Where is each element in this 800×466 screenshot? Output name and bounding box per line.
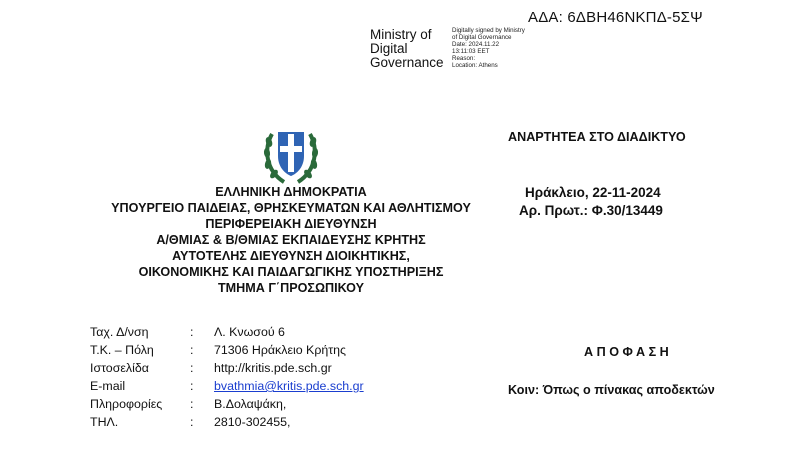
signature-line: of Digital Governance: [452, 34, 512, 42]
contact-label: ΤΗΛ.: [90, 415, 119, 429]
contact-colon: :: [190, 361, 194, 375]
contact-colon: :: [190, 415, 194, 429]
decision-title: ΑΠΟΦΑΣΗ: [584, 345, 673, 359]
contact-label: E-mail: [90, 379, 126, 393]
signature-line: Date: 2024.11.22: [452, 41, 500, 49]
publish-notice: ΑΝΑΡΤΗΤΕΑ ΣΤΟ ΔΙΑΔΙΚΤΥΟ: [508, 130, 686, 144]
header-line: ΤΜΗΜΑ Γ΄ΠΡΟΣΩΠΙΚΟΥ: [217, 281, 365, 295]
contact-colon: :: [190, 397, 194, 411]
header-line: ΥΠΟΥΡΓΕΙΟ ΠΑΙΔΕΙΑΣ, ΘΡΗΣΚΕΥΜΑΤΩΝ ΚΑΙ ΑΘΛΗΤΙΣΜΟΥ: [111, 201, 471, 215]
contact-label: Ιστοσελίδα: [90, 361, 149, 375]
email-link[interactable]: bvathmia@kritis.pde.sch.gr: [214, 379, 364, 393]
greek-coat-of-arms-icon: [262, 126, 320, 186]
signer-line: Digital: [370, 41, 408, 56]
header-line: ΟΙΚΟΝΟΜΙΚΗΣ ΚΑΙ ΠΑΙΔΑΓΩΓΙΚΗΣ ΥΠΟΣΤΗΡΙΞΗΣ: [138, 265, 444, 279]
contact-label: Πληροφορίες: [90, 397, 163, 411]
signature-line: Digitally signed by Ministry: [452, 27, 525, 34]
issuer-header: [90, 184, 492, 296]
contact-colon: :: [190, 379, 194, 393]
contact-label: Ταχ. Δ/νση: [90, 325, 149, 339]
signature-line: 13:11:03 EET: [452, 48, 490, 56]
protocol-number: Αρ. Πρωτ.: Φ.30/13449: [519, 203, 663, 218]
contact-label: Τ.Κ. – Πόλη: [90, 343, 154, 357]
signature-line: Location: Athens: [452, 62, 498, 70]
signer-line: Governance: [370, 55, 444, 70]
contact-value: Λ. Κνωσού 6: [214, 325, 285, 339]
contact-colon: :: [190, 343, 194, 357]
signer-name: [370, 28, 444, 70]
header-line: Α/ΘΜΙΑΣ & Β/ΘΜΙΑΣ ΕΚΠΑΙΔΕΥΣΗΣ ΚΡΗΤΗΣ: [156, 233, 426, 247]
recipients-note: Κοιν: Όπως ο πίνακας αποδεκτών: [508, 383, 715, 397]
header-line: ΑΥΤΟΤΕΛΗΣ ΔΙΕΥΘΥΝΣΗ ΔΙΟΙΚΗΤΙΚΗΣ,: [172, 249, 410, 263]
signature-details: [452, 27, 525, 70]
contact-value: 71306 Ηράκλειο Κρήτης: [214, 343, 347, 357]
contact-colon: :: [190, 325, 194, 339]
ada-code: ΑΔΑ: 6ΔΒΗ46ΝΚΠΔ-5ΣΨ: [528, 9, 703, 26]
header-line: ΕΛΛΗΝΙΚΗ ΔΗΜΟΚΡΑΤΙΑ: [215, 185, 367, 199]
website-link[interactable]: http://kritis.pde.sch.gr: [214, 361, 332, 375]
contact-value: Β.Δολαψάκη,: [214, 397, 287, 411]
header-line: ΠΕΡΙΦΕΡΕΙΑΚΗ ΔΙΕΥΘΥΝΣΗ: [205, 217, 377, 231]
signer-line: Ministry of: [370, 27, 432, 42]
contact-value: 2810-302455,: [214, 415, 291, 429]
document-date: Ηράκλειο, 22-11-2024: [525, 185, 661, 200]
signature-line: Reason:: [452, 55, 476, 63]
